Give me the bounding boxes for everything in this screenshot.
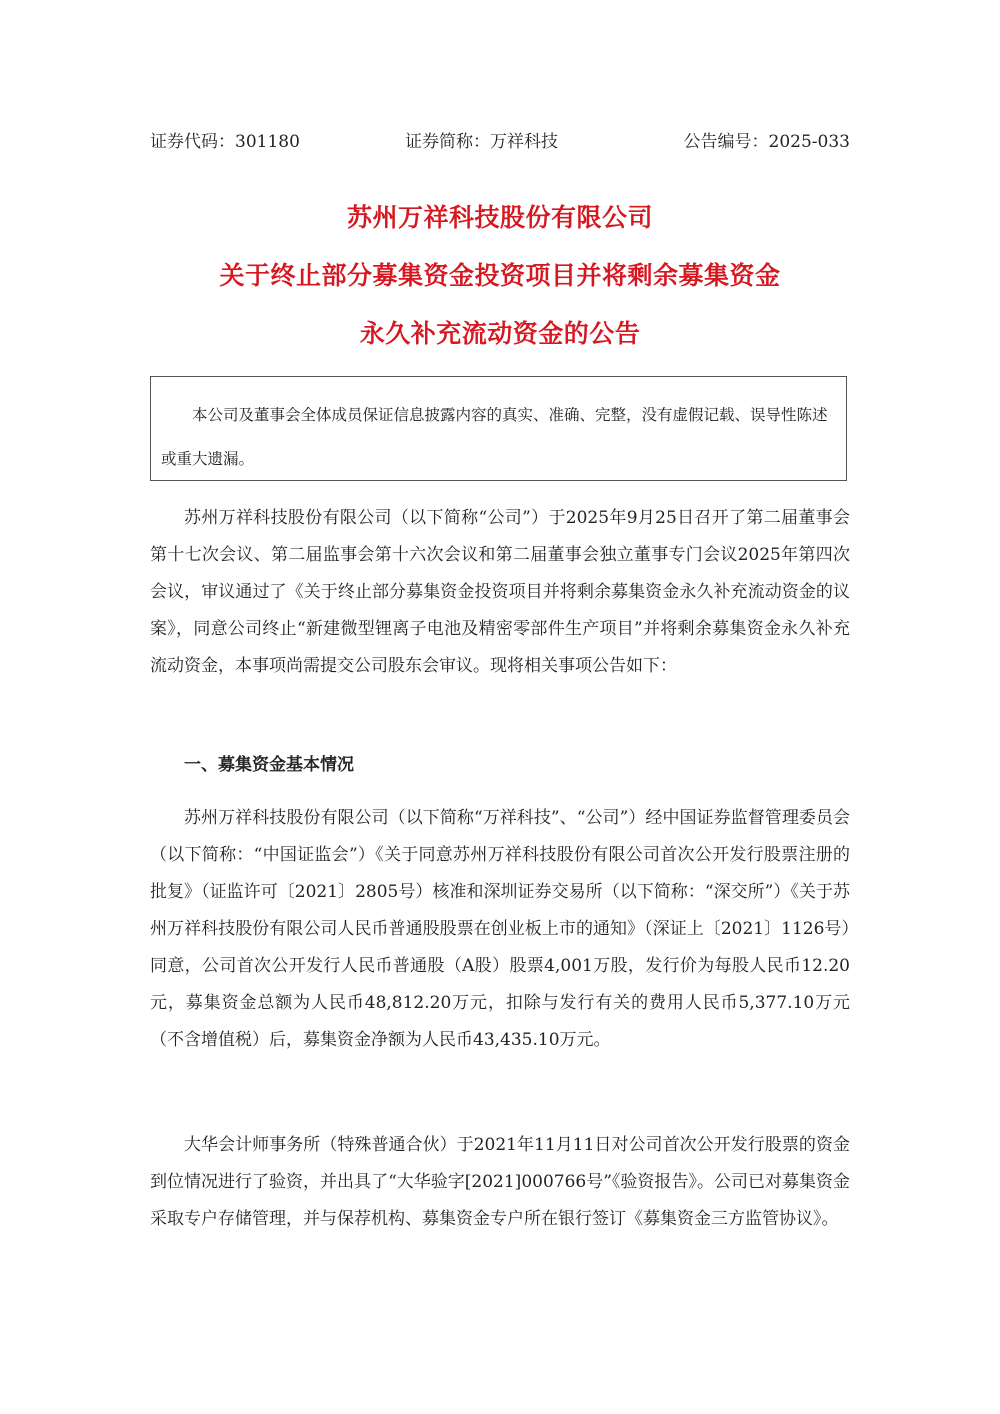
section-1-body xyxy=(150,800,850,1059)
section-heading-1-text: 一、募集资金基本情况 xyxy=(184,755,354,775)
title-line-subject: 关于终止部分募集资金投资项目并将剩余募集资金 xyxy=(219,261,781,290)
intro-section xyxy=(150,500,850,685)
section-heading-1 xyxy=(150,747,850,784)
disclosure-notice-text: 本公司及董事会全体成员保证信息披露内容的真实、准确、完整，没有虚假记载、误导性陈述或重大遗漏。 xyxy=(161,406,828,468)
title-line-company: 苏州万祥科技股份有限公司 xyxy=(346,203,653,232)
document-title xyxy=(100,196,900,370)
section-1-body-2 xyxy=(150,1127,850,1238)
stock-code: 证券代码：301180 xyxy=(150,132,300,152)
document-header xyxy=(150,128,850,156)
stock-abbreviation: 证券简称：万祥科技 xyxy=(405,132,558,152)
disclosure-notice-box xyxy=(150,376,847,481)
intro-paragraph: 苏州万祥科技股份有限公司（以下简称“公司”）于2025年9月25日召开了第二届董事会第十七次会议、第二届监事会第十六次会议和第二届董事会独立董事专门会议2025年第四次会议，审议通过了《关于终止部分募集资金投资项目并将剩余募集资金永久补充流动资金的议案》，同意公司终止“新建微型锂离子电池及精密零部件生产项目”并将剩余募集资金永久补充流动资金，本事项尚需提交公司股东会审议。现将相关事项公告如下： xyxy=(150,508,850,676)
announcement-number: 公告编号：2025-033 xyxy=(683,132,850,152)
section-1-paragraph-2: 大华会计师事务所（特殊普通合伙）于2021年11月11日对公司首次公开发行股票的资金到位情况进行了验资，并出具了“大华验字[2021]000766号”《验资报告》。公司已对募集资金采取专户存储管理，并与保荐机构、募集资金专户所在银行签订《募集资金三方监管协议》。 xyxy=(150,1135,850,1229)
title-line-subject-cont: 永久补充流动资金的公告 xyxy=(359,319,641,348)
section-1-paragraph-1: 苏州万祥科技股份有限公司（以下简称“万祥科技”、“公司”）经中国证券监督管理委员会（以下简称：“中国证监会”）《关于同意苏州万祥科技股份有限公司首次公开发行股票注册的批复》（证监许可〔2021〕2805号）核准和深圳证券交易所（以下简称：“深交所”）《关于苏州万祥科技股份有限公司人民币普通股股票在创业板上市的通知》（深证上〔2021〕1126号）同意，公司首次公开发行人民币普通股（A股）股票4,001万股，发行价为每股人民币12.20元，募集资金总额为人民币48,812.20万元，扣除与发行有关的费用人民币5,377.10万元（不含增值税）后，募集资金净额为人民币43,435.10万元。 xyxy=(150,808,850,1050)
